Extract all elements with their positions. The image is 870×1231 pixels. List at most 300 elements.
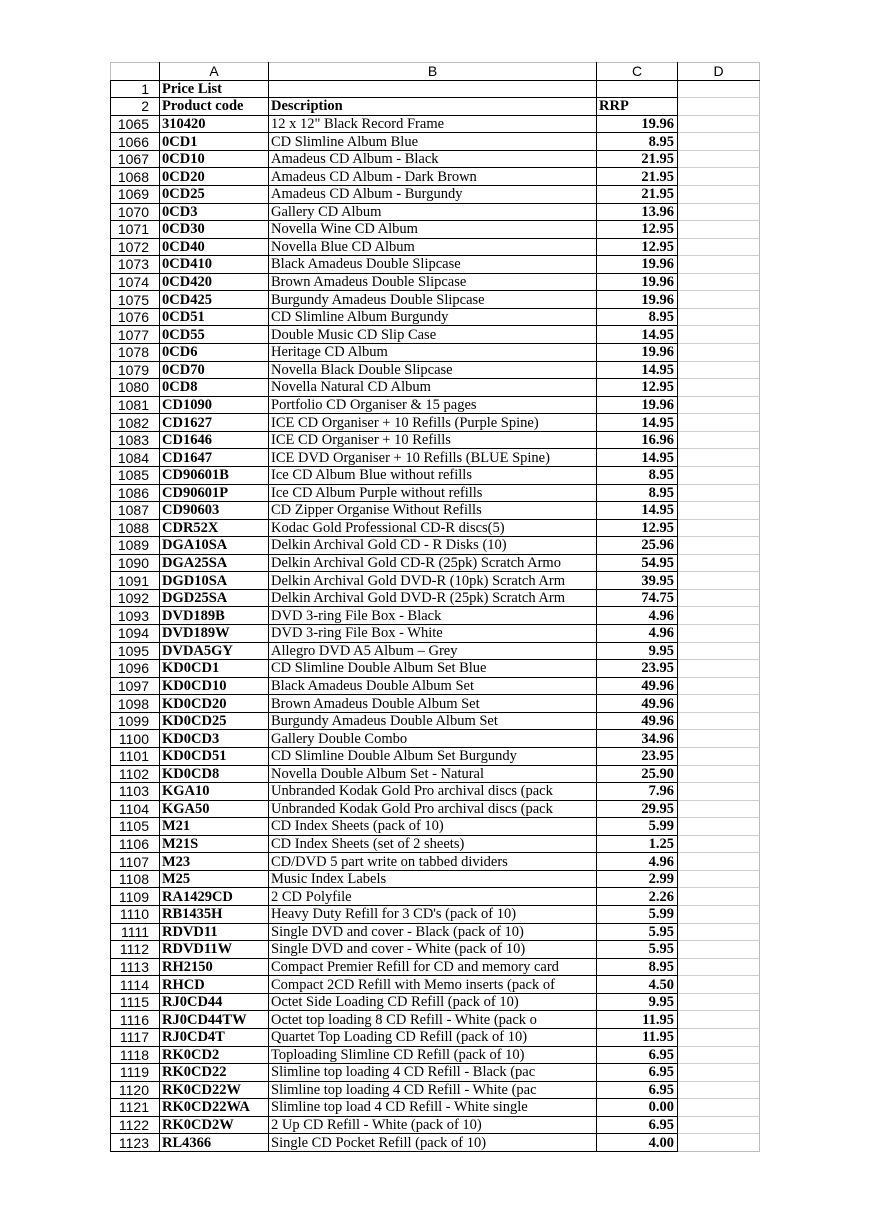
- rrp-cell[interactable]: 8.95: [597, 466, 678, 484]
- cell[interactable]: [678, 554, 760, 572]
- product-code-cell[interactable]: RJ0CD44TW: [160, 1011, 269, 1029]
- rrp-cell[interactable]: 5.99: [597, 818, 678, 836]
- row-number[interactable]: 1086: [111, 484, 160, 502]
- rrp-cell[interactable]: 19.96: [597, 256, 678, 274]
- cell[interactable]: [678, 835, 760, 853]
- row-number[interactable]: 1069: [111, 185, 160, 203]
- rrp-cell[interactable]: 11.95: [597, 1011, 678, 1029]
- row-number[interactable]: 1073: [111, 256, 160, 274]
- description-cell[interactable]: ICE CD Organiser + 10 Refills (Purple Spine): [269, 414, 597, 432]
- row-number[interactable]: 1122: [111, 1116, 160, 1134]
- row-number[interactable]: 1123: [111, 1134, 160, 1152]
- cell[interactable]: [678, 537, 760, 555]
- row-number[interactable]: 1110: [111, 906, 160, 924]
- row-number[interactable]: 1113: [111, 958, 160, 976]
- header-product-code[interactable]: Product code: [160, 98, 269, 116]
- row-number[interactable]: 1115: [111, 993, 160, 1011]
- description-cell[interactable]: Slimline top load 4 CD Refill - White single: [269, 1099, 597, 1117]
- description-cell[interactable]: Music Index Labels: [269, 870, 597, 888]
- rrp-cell[interactable]: 8.95: [597, 958, 678, 976]
- row-number[interactable]: 1067: [111, 150, 160, 168]
- row-number[interactable]: 1118: [111, 1046, 160, 1064]
- rrp-cell[interactable]: 12.95: [597, 519, 678, 537]
- rrp-cell[interactable]: 21.95: [597, 168, 678, 186]
- cell[interactable]: [678, 572, 760, 590]
- cell[interactable]: [269, 80, 597, 98]
- product-code-cell[interactable]: RK0CD22W: [160, 1081, 269, 1099]
- description-cell[interactable]: Single DVD and cover - Black (pack of 10): [269, 923, 597, 941]
- cell[interactable]: [678, 1116, 760, 1134]
- rrp-cell[interactable]: 19.96: [597, 396, 678, 414]
- cell[interactable]: [678, 1046, 760, 1064]
- cell[interactable]: [678, 1011, 760, 1029]
- column-header-b[interactable]: B: [269, 63, 597, 81]
- description-cell[interactable]: Unbranded Kodak Gold Pro archival discs (pack: [269, 783, 597, 801]
- rrp-cell[interactable]: 13.96: [597, 203, 678, 221]
- cell[interactable]: [678, 607, 760, 625]
- cell[interactable]: [678, 256, 760, 274]
- product-code-cell[interactable]: 0CD425: [160, 291, 269, 309]
- row-number[interactable]: 1096: [111, 660, 160, 678]
- row-number[interactable]: 1093: [111, 607, 160, 625]
- product-code-cell[interactable]: RK0CD22: [160, 1064, 269, 1082]
- cell[interactable]: [678, 589, 760, 607]
- row-number[interactable]: 1081: [111, 396, 160, 414]
- cell[interactable]: [678, 168, 760, 186]
- product-code-cell[interactable]: RK0CD2W: [160, 1116, 269, 1134]
- product-code-cell[interactable]: 0CD25: [160, 185, 269, 203]
- rrp-cell[interactable]: 16.96: [597, 431, 678, 449]
- rrp-cell[interactable]: 4.96: [597, 607, 678, 625]
- cell[interactable]: [678, 150, 760, 168]
- description-cell[interactable]: Amadeus CD Album - Burgundy: [269, 185, 597, 203]
- description-cell[interactable]: Compact 2CD Refill with Memo inserts (pack of: [269, 976, 597, 994]
- product-code-cell[interactable]: CD90601P: [160, 484, 269, 502]
- row-number[interactable]: 1083: [111, 431, 160, 449]
- product-code-cell[interactable]: DGD25SA: [160, 589, 269, 607]
- rrp-cell[interactable]: 54.95: [597, 554, 678, 572]
- row-number[interactable]: 1100: [111, 730, 160, 748]
- rrp-cell[interactable]: 19.96: [597, 273, 678, 291]
- cell[interactable]: [678, 449, 760, 467]
- cell[interactable]: [678, 291, 760, 309]
- cell[interactable]: [678, 1064, 760, 1082]
- rrp-cell[interactable]: 25.90: [597, 765, 678, 783]
- rrp-cell[interactable]: 19.96: [597, 291, 678, 309]
- product-code-cell[interactable]: DGA25SA: [160, 554, 269, 572]
- product-code-cell[interactable]: M21: [160, 818, 269, 836]
- description-cell[interactable]: Brown Amadeus Double Slipcase: [269, 273, 597, 291]
- product-code-cell[interactable]: DVDA5GY: [160, 642, 269, 660]
- cell[interactable]: [678, 625, 760, 643]
- row-number[interactable]: 1066: [111, 133, 160, 151]
- product-code-cell[interactable]: 0CD30: [160, 221, 269, 239]
- row-number[interactable]: 1098: [111, 695, 160, 713]
- rrp-cell[interactable]: 6.95: [597, 1064, 678, 1082]
- row-number[interactable]: 1080: [111, 379, 160, 397]
- rrp-cell[interactable]: 21.95: [597, 185, 678, 203]
- description-cell[interactable]: Slimline top loading 4 CD Refill - White (pac: [269, 1081, 597, 1099]
- row-number[interactable]: 1117: [111, 1028, 160, 1046]
- description-cell[interactable]: CD Slimline Album Blue: [269, 133, 597, 151]
- cell[interactable]: [678, 185, 760, 203]
- product-code-cell[interactable]: 0CD51: [160, 308, 269, 326]
- cell[interactable]: [678, 958, 760, 976]
- rrp-cell[interactable]: 19.96: [597, 115, 678, 133]
- row-number[interactable]: 1090: [111, 554, 160, 572]
- description-cell[interactable]: CD Index Sheets (pack of 10): [269, 818, 597, 836]
- description-cell[interactable]: Delkin Archival Gold DVD-R (25pk) Scratch Arm: [269, 589, 597, 607]
- row-number[interactable]: 1119: [111, 1064, 160, 1082]
- product-code-cell[interactable]: 0CD70: [160, 361, 269, 379]
- description-cell[interactable]: CD Slimline Double Album Set Burgundy: [269, 747, 597, 765]
- description-cell[interactable]: Double Music CD Slip Case: [269, 326, 597, 344]
- cell[interactable]: [678, 326, 760, 344]
- product-code-cell[interactable]: M21S: [160, 835, 269, 853]
- row-number[interactable]: 1087: [111, 502, 160, 520]
- cell[interactable]: [678, 765, 760, 783]
- product-code-cell[interactable]: RJ0CD44: [160, 993, 269, 1011]
- rrp-cell[interactable]: 23.95: [597, 747, 678, 765]
- product-code-cell[interactable]: 0CD20: [160, 168, 269, 186]
- rrp-cell[interactable]: 5.95: [597, 941, 678, 959]
- description-cell[interactable]: CD Zipper Organise Without Refills: [269, 502, 597, 520]
- cell[interactable]: [678, 308, 760, 326]
- description-cell[interactable]: Burgundy Amadeus Double Album Set: [269, 712, 597, 730]
- column-header-d[interactable]: D: [678, 63, 760, 81]
- row-number[interactable]: 1104: [111, 800, 160, 818]
- description-cell[interactable]: Amadeus CD Album - Dark Brown: [269, 168, 597, 186]
- cell[interactable]: [678, 431, 760, 449]
- row-number[interactable]: 1082: [111, 414, 160, 432]
- row-number[interactable]: 1084: [111, 449, 160, 467]
- row-number[interactable]: 1079: [111, 361, 160, 379]
- row-number[interactable]: 1065: [111, 115, 160, 133]
- rrp-cell[interactable]: 25.96: [597, 537, 678, 555]
- description-cell[interactable]: Octet top loading 8 CD Refill - White (pack o: [269, 1011, 597, 1029]
- product-code-cell[interactable]: DVD189B: [160, 607, 269, 625]
- row-number[interactable]: 1108: [111, 870, 160, 888]
- rrp-cell[interactable]: 2.99: [597, 870, 678, 888]
- row-number[interactable]: 1085: [111, 466, 160, 484]
- row-number[interactable]: 1089: [111, 537, 160, 555]
- row-number[interactable]: 1074: [111, 273, 160, 291]
- rrp-cell[interactable]: 14.95: [597, 449, 678, 467]
- description-cell[interactable]: Black Amadeus Double Slipcase: [269, 256, 597, 274]
- cell[interactable]: [678, 923, 760, 941]
- description-cell[interactable]: Kodac Gold Professional CD-R discs(5): [269, 519, 597, 537]
- rrp-cell[interactable]: 4.00: [597, 1134, 678, 1152]
- description-cell[interactable]: Novella Natural CD Album: [269, 379, 597, 397]
- description-cell[interactable]: Allegro DVD A5 Album – Grey: [269, 642, 597, 660]
- row-number[interactable]: 1075: [111, 291, 160, 309]
- description-cell[interactable]: Novella Double Album Set - Natural: [269, 765, 597, 783]
- product-code-cell[interactable]: CD1627: [160, 414, 269, 432]
- cell[interactable]: [678, 414, 760, 432]
- rrp-cell[interactable]: 0.00: [597, 1099, 678, 1117]
- description-cell[interactable]: DVD 3-ring File Box - White: [269, 625, 597, 643]
- product-code-cell[interactable]: KD0CD25: [160, 712, 269, 730]
- description-cell[interactable]: Novella Wine CD Album: [269, 221, 597, 239]
- row-number[interactable]: 1111: [111, 923, 160, 941]
- product-code-cell[interactable]: KD0CD3: [160, 730, 269, 748]
- row-number[interactable]: 1071: [111, 221, 160, 239]
- product-code-cell[interactable]: 0CD1: [160, 133, 269, 151]
- product-code-cell[interactable]: RDVD11W: [160, 941, 269, 959]
- cell[interactable]: [678, 466, 760, 484]
- row-number[interactable]: 1091: [111, 572, 160, 590]
- product-code-cell[interactable]: 0CD410: [160, 256, 269, 274]
- cell[interactable]: [678, 976, 760, 994]
- product-code-cell[interactable]: 0CD10: [160, 150, 269, 168]
- cell[interactable]: [678, 1099, 760, 1117]
- row-number[interactable]: 1120: [111, 1081, 160, 1099]
- description-cell[interactable]: Portfolio CD Organiser & 15 pages: [269, 396, 597, 414]
- rrp-cell[interactable]: 4.50: [597, 976, 678, 994]
- column-header-c[interactable]: C: [597, 63, 678, 81]
- row-number[interactable]: 1116: [111, 1011, 160, 1029]
- product-code-cell[interactable]: 0CD6: [160, 344, 269, 362]
- product-code-cell[interactable]: 310420: [160, 115, 269, 133]
- row-number[interactable]: 1095: [111, 642, 160, 660]
- row-number[interactable]: 1105: [111, 818, 160, 836]
- product-code-cell[interactable]: RH2150: [160, 958, 269, 976]
- rrp-cell[interactable]: 6.95: [597, 1116, 678, 1134]
- description-cell[interactable]: Single CD Pocket Refill (pack of 10): [269, 1134, 597, 1152]
- corner-cell[interactable]: [111, 63, 160, 81]
- cell[interactable]: [678, 396, 760, 414]
- product-code-cell[interactable]: KD0CD1: [160, 660, 269, 678]
- rrp-cell[interactable]: 9.95: [597, 993, 678, 1011]
- description-cell[interactable]: Unbranded Kodak Gold Pro archival discs (pack: [269, 800, 597, 818]
- row-number[interactable]: 1092: [111, 589, 160, 607]
- row-number[interactable]: 1094: [111, 625, 160, 643]
- description-cell[interactable]: ICE CD Organiser + 10 Refills: [269, 431, 597, 449]
- rrp-cell[interactable]: 14.95: [597, 326, 678, 344]
- description-cell[interactable]: ICE DVD Organiser + 10 Refills (BLUE Spine): [269, 449, 597, 467]
- header-rrp[interactable]: RRP: [597, 98, 678, 116]
- cell[interactable]: [678, 273, 760, 291]
- rrp-cell[interactable]: 49.96: [597, 712, 678, 730]
- description-cell[interactable]: 2 Up CD Refill - White (pack of 10): [269, 1116, 597, 1134]
- rrp-cell[interactable]: 23.95: [597, 660, 678, 678]
- row-number[interactable]: 1107: [111, 853, 160, 871]
- description-cell[interactable]: CD Index Sheets (set of 2 sheets): [269, 835, 597, 853]
- product-code-cell[interactable]: DGA10SA: [160, 537, 269, 555]
- product-code-cell[interactable]: RHCD: [160, 976, 269, 994]
- description-cell[interactable]: Quartet Top Loading CD Refill (pack of 10): [269, 1028, 597, 1046]
- column-header-a[interactable]: A: [160, 63, 269, 81]
- cell[interactable]: [597, 80, 678, 98]
- cell[interactable]: [678, 800, 760, 818]
- description-cell[interactable]: Octet Side Loading CD Refill (pack of 10): [269, 993, 597, 1011]
- description-cell[interactable]: Gallery Double Combo: [269, 730, 597, 748]
- cell[interactable]: [678, 115, 760, 133]
- rrp-cell[interactable]: 49.96: [597, 695, 678, 713]
- rrp-cell[interactable]: 9.95: [597, 642, 678, 660]
- description-cell[interactable]: Ice CD Album Blue without refills: [269, 466, 597, 484]
- description-cell[interactable]: Delkin Archival Gold DVD-R (10pk) Scratch Arm: [269, 572, 597, 590]
- cell[interactable]: [678, 238, 760, 256]
- description-cell[interactable]: DVD 3-ring File Box - Black: [269, 607, 597, 625]
- row-number[interactable]: 1070: [111, 203, 160, 221]
- product-code-cell[interactable]: CDR52X: [160, 519, 269, 537]
- description-cell[interactable]: Brown Amadeus Double Album Set: [269, 695, 597, 713]
- rrp-cell[interactable]: 19.96: [597, 344, 678, 362]
- cell[interactable]: [678, 1081, 760, 1099]
- rrp-cell[interactable]: 74.75: [597, 589, 678, 607]
- rrp-cell[interactable]: 4.96: [597, 625, 678, 643]
- row-number[interactable]: 1088: [111, 519, 160, 537]
- cell[interactable]: [678, 660, 760, 678]
- cell[interactable]: [678, 133, 760, 151]
- cell[interactable]: [678, 203, 760, 221]
- row-number[interactable]: 1121: [111, 1099, 160, 1117]
- rrp-cell[interactable]: 8.95: [597, 308, 678, 326]
- product-code-cell[interactable]: M23: [160, 853, 269, 871]
- cell[interactable]: [678, 993, 760, 1011]
- rrp-cell[interactable]: 4.96: [597, 853, 678, 871]
- cell[interactable]: [678, 941, 760, 959]
- product-code-cell[interactable]: 0CD8: [160, 379, 269, 397]
- description-cell[interactable]: Heavy Duty Refill for 3 CD's (pack of 10): [269, 906, 597, 924]
- cell[interactable]: [678, 642, 760, 660]
- row-number[interactable]: 1076: [111, 308, 160, 326]
- rrp-cell[interactable]: 14.95: [597, 414, 678, 432]
- cell[interactable]: [678, 747, 760, 765]
- product-code-cell[interactable]: KGA10: [160, 783, 269, 801]
- description-cell[interactable]: 2 CD Polyfile: [269, 888, 597, 906]
- cell[interactable]: [678, 344, 760, 362]
- row-number[interactable]: 1106: [111, 835, 160, 853]
- cell[interactable]: [678, 80, 760, 98]
- cell[interactable]: [678, 98, 760, 116]
- cell[interactable]: [678, 906, 760, 924]
- description-cell[interactable]: Toploading Slimline CD Refill (pack of 10): [269, 1046, 597, 1064]
- row-number[interactable]: 1114: [111, 976, 160, 994]
- row-number[interactable]: 1078: [111, 344, 160, 362]
- description-cell[interactable]: CD/DVD 5 part write on tabbed dividers: [269, 853, 597, 871]
- rrp-cell[interactable]: 12.95: [597, 221, 678, 239]
- description-cell[interactable]: CD Slimline Album Burgundy: [269, 308, 597, 326]
- product-code-cell[interactable]: CD1090: [160, 396, 269, 414]
- rrp-cell[interactable]: 5.99: [597, 906, 678, 924]
- row-number[interactable]: 2: [111, 98, 160, 116]
- rrp-cell[interactable]: 21.95: [597, 150, 678, 168]
- cell[interactable]: [678, 379, 760, 397]
- product-code-cell[interactable]: RA1429CD: [160, 888, 269, 906]
- cell[interactable]: [678, 221, 760, 239]
- cell[interactable]: [678, 519, 760, 537]
- description-cell[interactable]: Gallery CD Album: [269, 203, 597, 221]
- product-code-cell[interactable]: CD90603: [160, 502, 269, 520]
- rrp-cell[interactable]: 14.95: [597, 502, 678, 520]
- description-cell[interactable]: Novella Black Double Slipcase: [269, 361, 597, 379]
- rrp-cell[interactable]: 6.95: [597, 1046, 678, 1064]
- description-cell[interactable]: 12 x 12" Black Record Frame: [269, 115, 597, 133]
- product-code-cell[interactable]: KD0CD20: [160, 695, 269, 713]
- cell[interactable]: [678, 361, 760, 379]
- product-code-cell[interactable]: RDVD11: [160, 923, 269, 941]
- product-code-cell[interactable]: 0CD40: [160, 238, 269, 256]
- product-code-cell[interactable]: KD0CD10: [160, 677, 269, 695]
- header-description[interactable]: Description: [269, 98, 597, 116]
- rrp-cell[interactable]: 5.95: [597, 923, 678, 941]
- row-number[interactable]: 1072: [111, 238, 160, 256]
- cell[interactable]: [678, 730, 760, 748]
- cell[interactable]: [678, 888, 760, 906]
- product-code-cell[interactable]: 0CD420: [160, 273, 269, 291]
- product-code-cell[interactable]: 0CD3: [160, 203, 269, 221]
- product-code-cell[interactable]: RK0CD22WA: [160, 1099, 269, 1117]
- product-code-cell[interactable]: M25: [160, 870, 269, 888]
- cell[interactable]: [678, 870, 760, 888]
- rrp-cell[interactable]: 29.95: [597, 800, 678, 818]
- rrp-cell[interactable]: 12.95: [597, 238, 678, 256]
- description-cell[interactable]: Delkin Archival Gold CD-R (25pk) Scratch Armo: [269, 554, 597, 572]
- product-code-cell[interactable]: CD90601B: [160, 466, 269, 484]
- description-cell[interactable]: Amadeus CD Album - Black: [269, 150, 597, 168]
- row-number[interactable]: 1101: [111, 747, 160, 765]
- sheet-title[interactable]: Price List: [160, 80, 269, 98]
- row-number[interactable]: 1097: [111, 677, 160, 695]
- row-number[interactable]: 1077: [111, 326, 160, 344]
- rrp-cell[interactable]: 14.95: [597, 361, 678, 379]
- rrp-cell[interactable]: 6.95: [597, 1081, 678, 1099]
- product-code-cell[interactable]: DGD10SA: [160, 572, 269, 590]
- product-code-cell[interactable]: KD0CD51: [160, 747, 269, 765]
- rrp-cell[interactable]: 39.95: [597, 572, 678, 590]
- description-cell[interactable]: Novella Blue CD Album: [269, 238, 597, 256]
- product-code-cell[interactable]: KD0CD8: [160, 765, 269, 783]
- cell[interactable]: [678, 712, 760, 730]
- cell[interactable]: [678, 677, 760, 695]
- product-code-cell[interactable]: 0CD55: [160, 326, 269, 344]
- cell[interactable]: [678, 818, 760, 836]
- product-code-cell[interactable]: RB1435H: [160, 906, 269, 924]
- description-cell[interactable]: Heritage CD Album: [269, 344, 597, 362]
- cell[interactable]: [678, 783, 760, 801]
- row-number[interactable]: 1068: [111, 168, 160, 186]
- product-code-cell[interactable]: RJ0CD4T: [160, 1028, 269, 1046]
- description-cell[interactable]: Slimline top loading 4 CD Refill - Black (pac: [269, 1064, 597, 1082]
- product-code-cell[interactable]: RL4366: [160, 1134, 269, 1152]
- description-cell[interactable]: Single DVD and cover - White (pack of 10): [269, 941, 597, 959]
- cell[interactable]: [678, 1134, 760, 1152]
- description-cell[interactable]: CD Slimline Double Album Set Blue: [269, 660, 597, 678]
- rrp-cell[interactable]: 49.96: [597, 677, 678, 695]
- product-code-cell[interactable]: RK0CD2: [160, 1046, 269, 1064]
- row-number[interactable]: 1099: [111, 712, 160, 730]
- rrp-cell[interactable]: 34.96: [597, 730, 678, 748]
- description-cell[interactable]: Ice CD Album Purple without refills: [269, 484, 597, 502]
- row-number[interactable]: 1102: [111, 765, 160, 783]
- row-number[interactable]: 1103: [111, 783, 160, 801]
- cell[interactable]: [678, 484, 760, 502]
- row-number[interactable]: 1109: [111, 888, 160, 906]
- product-code-cell[interactable]: KGA50: [160, 800, 269, 818]
- cell[interactable]: [678, 1028, 760, 1046]
- row-number[interactable]: 1: [111, 80, 160, 98]
- description-cell[interactable]: Compact Premier Refill for CD and memory card: [269, 958, 597, 976]
- rrp-cell[interactable]: 12.95: [597, 379, 678, 397]
- cell[interactable]: [678, 695, 760, 713]
- description-cell[interactable]: Burgundy Amadeus Double Slipcase: [269, 291, 597, 309]
- product-code-cell[interactable]: CD1647: [160, 449, 269, 467]
- cell[interactable]: [678, 853, 760, 871]
- rrp-cell[interactable]: 7.96: [597, 783, 678, 801]
- rrp-cell[interactable]: 8.95: [597, 484, 678, 502]
